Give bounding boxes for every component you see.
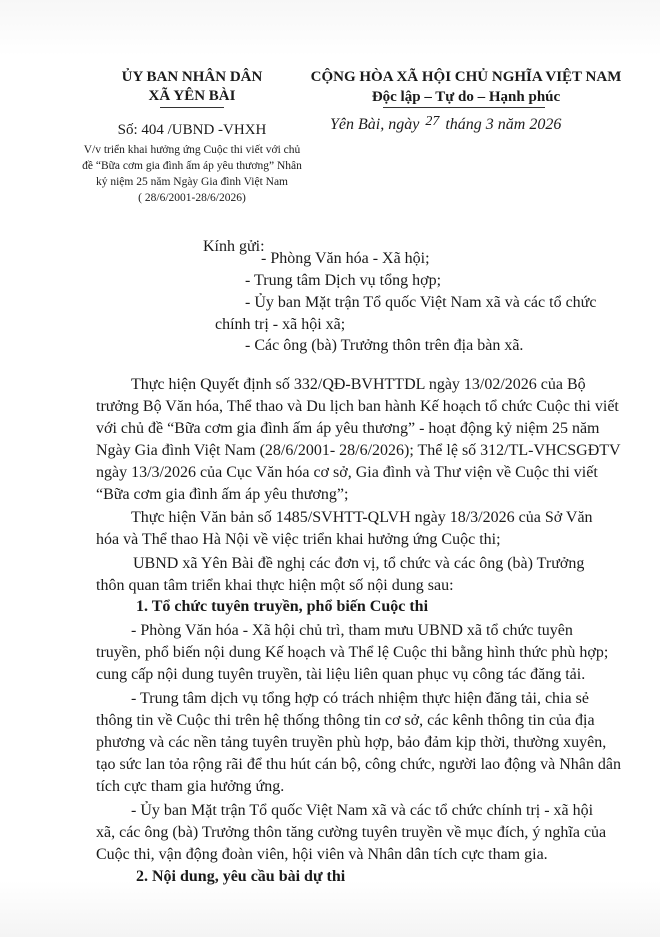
section-heading: 1. Tổ chức tuyên truyền, phổ biến Cuộc thi	[136, 598, 429, 615]
paragraph-line: thôn quan tâm triển khai thực hiện một số nội dung sau:	[96, 577, 454, 594]
agency-line-1: ỦY BAN NHÂN DÂN	[121, 69, 263, 85]
paragraph-line: Cuộc thi, vận động đoàn viên, hội viên và Nhân dân tích cực tham gia.	[96, 846, 548, 863]
section-heading: 2. Nội dung, yêu cầu bài dự thi	[136, 868, 346, 885]
paragraph-line: cung cấp nội dung tuyên truyền, tài liệu liên quan phục vụ công tác đăng tải.	[96, 666, 586, 683]
paragraph-line: ngày 13/3/2026 của Cục Văn hóa cơ sở, Gia đình và Thư viện về Cuộc thi viết	[96, 464, 598, 481]
motto-underline	[383, 107, 545, 108]
agency-underline	[160, 107, 224, 108]
paragraph-line: Thực hiện Quyết định số 332/QĐ-BVHTTDL ngày 13/02/2026 của Bộ	[131, 376, 586, 393]
paragraph-line: thông tin về Cuộc thi trên hệ thống thông tin cơ sở, các kênh thông tin của địa	[96, 712, 595, 729]
paragraph-line: trưởng Bộ Văn hóa, Thể thao và Du lịch ban hành Kế hoạch tổ chức Cuộc thi viết	[96, 398, 619, 415]
recipient-item: - Trung tâm Dịch vụ tổng hợp;	[245, 272, 442, 289]
paragraph-line: với chủ đề “Bữa cơm gia đình ấm áp yêu thương” - hoạt động kỷ niệm 25 năm	[96, 420, 600, 437]
paragraph-line: tạo sức lan tỏa rộng rãi để thu hút cán bộ, công chức, người lao động và Nhân dân	[96, 756, 621, 773]
recipient-item: - Các ông (bà) Trưởng thôn trên địa bàn xã.	[245, 337, 524, 354]
recipient-item: - Ủy ban Mặt trận Tổ quốc Việt Nam xã và các tổ chức	[245, 294, 597, 311]
paragraph-line: Ngày Gia đình Việt Nam (28/6/2001- 28/6/2026); Thể lệ số 312/TL-VHCSGĐTV	[96, 442, 621, 459]
subject-line: kỷ niệm 25 năm Ngày Gia đình Việt Nam	[95, 176, 288, 188]
paragraph-line: - Ủy ban Mặt trận Tổ quốc Việt Nam xã và các tổ chức chính trị - xã hội	[131, 802, 594, 819]
document-number: Số: 404 /UBND -VHXH	[117, 122, 267, 138]
paragraph-line: tích cực tham gia hưởng ứng.	[96, 778, 285, 795]
date-suffix: tháng 3 năm 2026	[445, 116, 562, 133]
paragraph-line: truyền, phổ biến nội dung Kế hoạch và Thể lệ Cuộc thi bằng hình thức phù hợp;	[96, 644, 609, 661]
nation-line-1: CỘNG HÒA XÃ HỘI CHỦ NGHĨA VIỆT NAM	[310, 69, 622, 85]
recipient-item: chính trị - xã hội xã;	[215, 316, 346, 333]
paragraph-line: phương và các nền tảng tuyên truyền phù hợp, bảo đảm kịp thời, thường xuyên,	[96, 734, 607, 751]
recipient-item: - Phòng Văn hóa - Xã hội;	[261, 250, 430, 267]
subject-line: ( 28/6/2001-28/6/2026)	[138, 192, 246, 204]
paragraph-line: hóa và Thể thao Hà Nội về việc triển khai hưởng ứng Cuộc thi;	[96, 531, 501, 548]
paragraph-line: UBND xã Yên Bài đề nghị các đơn vị, tổ chức và các ông (bà) Trưởng	[133, 555, 585, 572]
national-heading	[306, 68, 626, 108]
date-prefix: Yên Bài, ngày	[330, 116, 420, 133]
agency-line-2: XÃ YÊN BÀI	[148, 88, 236, 104]
paragraph-line: “Bữa cơm gia đình ấm áp yêu thương”;	[96, 486, 349, 503]
subject-block	[82, 142, 302, 206]
paragraph-line: Thực hiện Văn bản số 1485/SVHTT-QLVH ngày 18/3/2026 của Sở Văn	[131, 509, 593, 526]
nation-motto: Độc lập – Tự do – Hạnh phúc	[371, 89, 561, 105]
paragraph-line: - Trung tâm dịch vụ tổng hợp có trách nhiệm thực hiện đăng tải, chia sẻ	[131, 690, 589, 707]
subject-line: đề “Bữa cơm gia đình ấm áp yêu thương” Nhân	[82, 160, 302, 172]
document-date	[330, 116, 561, 134]
paragraph-line: - Phòng Văn hóa - Xã hội chủ trì, tham mưu UBND xã tổ chức tuyên	[131, 622, 573, 639]
subject-line: V/v triển khai hưởng ứng Cuộc thi viết với chủ	[83, 144, 301, 156]
date-day: 27	[425, 114, 440, 129]
issuing-agency	[92, 68, 292, 106]
paragraph-line: xã, các ông (bà) Trưởng thôn tăng cường tuyên truyền về mục đích, ý nghĩa của	[96, 824, 607, 841]
recipients-label: Kính gửi:	[203, 238, 265, 255]
